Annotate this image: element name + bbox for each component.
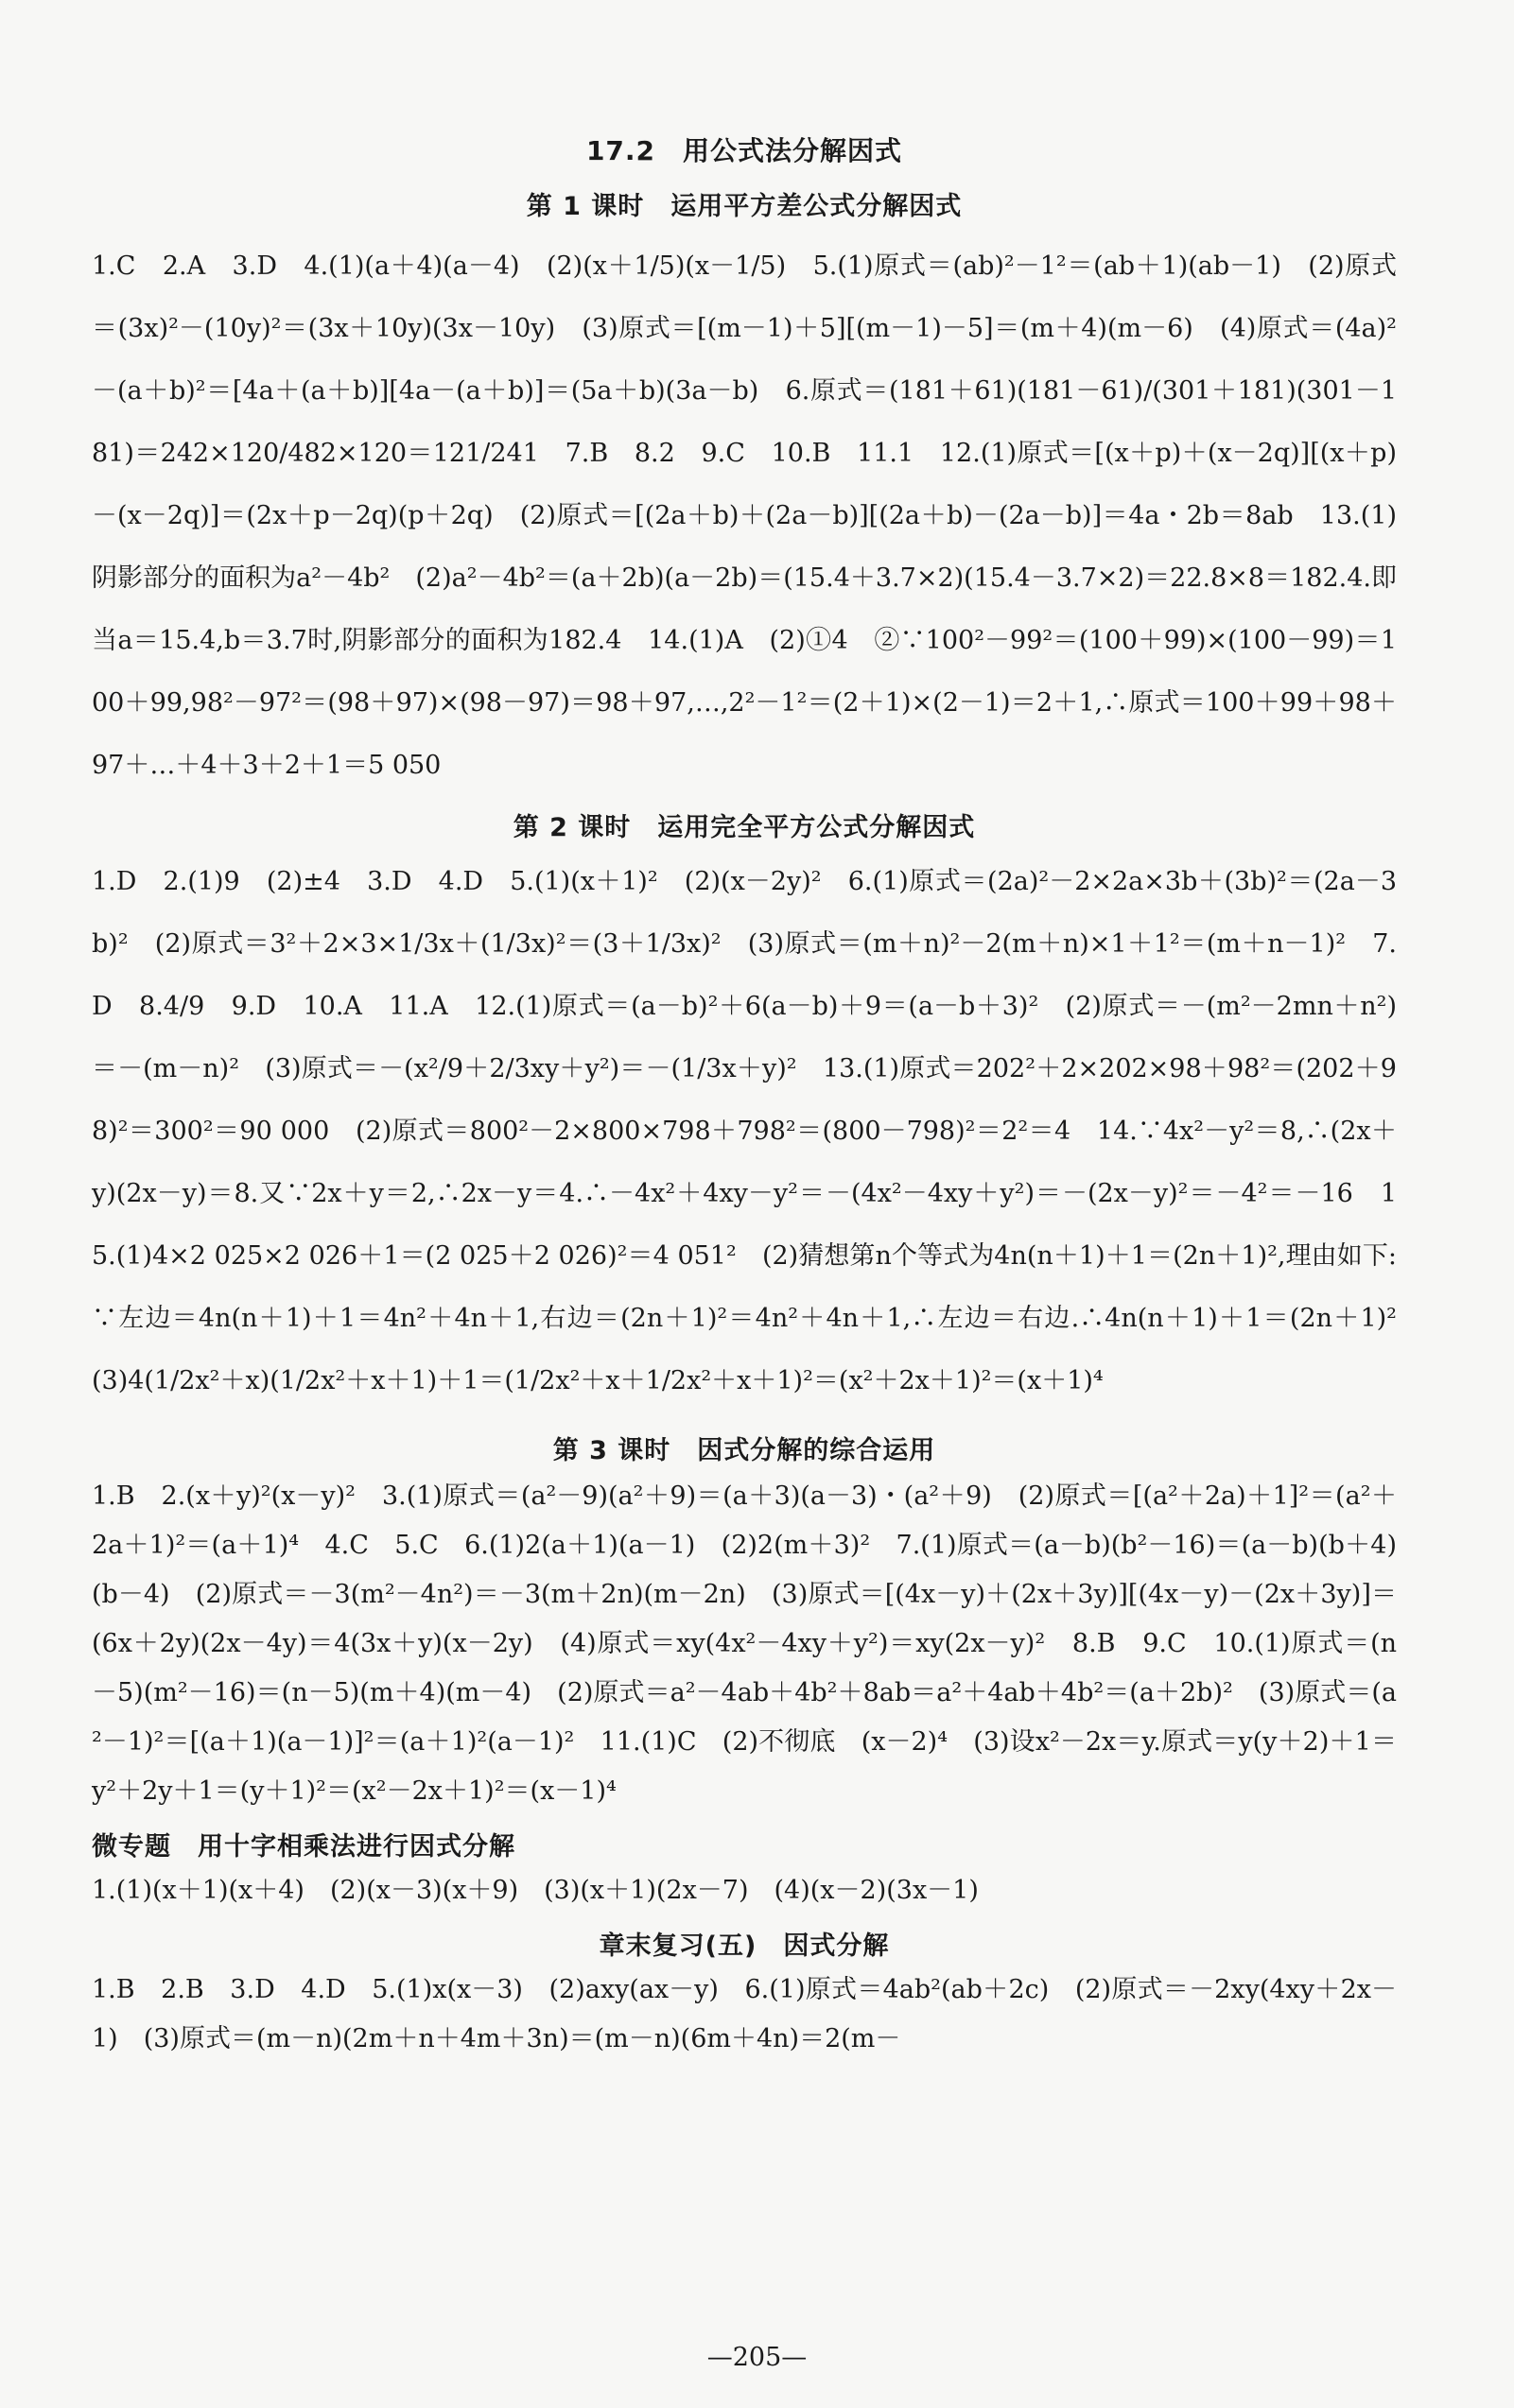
lesson-3-answers: 1.B 2.(x＋y)²(x－y)² 3.(1)原式＝(a²－9)(a²＋9)＝(a＋3)(a－3)・(a²＋9) (2)原式＝[(a²＋2a)＋1]²＝(a²＋2a＋1)²＝(a＋1)⁴ 4.C 5.C 6.(1)2(a＋1)(a－1) (2)2(m＋3)² 7.(1)原式＝(a－b)(b²－16)＝(a－b)(b＋4)(b－4) (2)原式＝－3(m²－4n²)＝－3(m＋2n)(m－2n) (3)原式＝[(4x－y)＋(2x＋3y)][(4x－y)－(2x＋3y)]＝(6x＋2y)(2x－4y)＝4(3x＋y)(x－2y) (4)原式＝xy(4x²－4xy＋y²)＝xy(2x－y)² 8.B 9.C 10.(1)原式＝(n－5)(m²－16)＝(n－5)(m＋4)(m－4) (2)原式＝a²－4ab＋4b²＋8ab＝a²＋4ab＋4b²＝(a＋2b)² (3)原式＝(a²－1)²＝[(a＋1)(a－1)]²＝(a＋1)²(a－1)² 11.(1)C (2)不彻底 (x－2)⁴ (3)设x²－2x＝y.原式＝y(y＋2)＋1＝y²＋2y＋1＝(y＋1)²＝(x²－2x＋1)²＝(x－1)⁴ <box>92 1481 1397 1806</box>
section-title: 17.2 用公式法分解因式 <box>585 135 903 166</box>
lesson-1-title: 第 1 课时 运用平方差公式分解因式 <box>526 192 963 221</box>
chapter-review-title: 章末复习(五) 因式分解 <box>599 1932 890 1961</box>
special-topic-answers: 1.(1)(x＋1)(x＋4) (2)(x－3)(x＋9) (3)(x＋1)(2x－7) (4)(x－2)(3x－1) <box>92 1876 979 1905</box>
page-number: —205— <box>706 2343 808 2372</box>
lesson-3-title: 第 3 课时 因式分解的综合运用 <box>552 1436 936 1465</box>
special-topic-title: 微专题 用十字相乘法进行因式分解 <box>92 1832 515 1862</box>
chapter-review-answers: 1.B 2.B 3.D 4.D 5.(1)x(x－3) (2)axy(ax－y) 6.(1)原式＝4ab²(ab＋2c) (2)原式＝－2xy(4xy＋2x－1) (3)原式＝(m－n)(2m＋n＋4m＋3n)＝(m－n)(6m＋4n)＝2(m－ <box>92 1975 1397 2053</box>
page-content <box>92 130 1422 2064</box>
lesson-1-answers: 1.C 2.A 3.D 4.(1)(a＋4)(a－4) (2)(x＋1/5)(x－1/5) 5.(1)原式＝(ab)²－1²＝(ab＋1)(ab－1) (2)原式＝(3x)²－(10y)²＝(3x＋10y)(3x－10y) (3)原式＝[(m－1)＋5][(m－1)－5]＝(m＋4)(m－6) (4)原式＝(4a)²－(a＋b)²＝[4a＋(a＋b)][4a－(a＋b)]＝(5a＋b)(3a－b) 6.原式＝(181＋61)(181－61)/(301＋181)(301－181)＝242×120/482×120＝121/241 7.B 8.2 9.C 10.B 11.1 12.(1)原式＝[(x＋p)＋(x－2q)][(x＋p)－(x－2q)]＝(2x＋p－2q)(p＋2q) (2)原式＝[(2a＋b)＋(2a－b)][(2a＋b)－(2a－b)]＝4a・2b＝8ab 13.(1)阴影部分的面积为a²－4b² (2)a²－4b²＝(a＋2b)(a－2b)＝(15.4＋3.7×2)(15.4－3.7×2)＝22.8×8＝182.4.即当a＝15.4,b＝3.7时,阴影部分的面积为182.4 14.(1)A (2)①4 ②∵100²－99²＝(100＋99)×(100－99)＝100＋99,98²－97²＝(98＋97)×(98－97)＝98＋97,…,2²－1²＝(2＋1)×(2－1)＝2＋1,∴原式＝100＋99＋98＋97＋…＋4＋3＋2＋1＝5 050 <box>92 251 1397 780</box>
lesson-2-title: 第 2 课时 运用完全平方公式分解因式 <box>513 813 976 842</box>
lesson-2-answers: 1.D 2.(1)9 (2)±4 3.D 4.D 5.(1)(x＋1)² (2)(x－2y)² 6.(1)原式＝(2a)²－2×2a×3b＋(3b)²＝(2a－3b)² (2)原式＝3²＋2×3×1/3x＋(1/3x)²＝(3＋1/3x)² (3)原式＝(m＋n)²－2(m＋n)×1＋1²＝(m＋n－1)² 7.D 8.4/9 9.D 10.A 11.A 12.(1)原式＝(a－b)²＋6(a－b)＋9＝(a－b＋3)² (2)原式＝－(m²－2mn＋n²)＝－(m－n)² (3)原式＝－(x²/9＋2/3xy＋y²)＝－(1/3x＋y)² 13.(1)原式＝202²＋2×202×98＋98²＝(202＋98)²＝300²＝90 000 (2)原式＝800²－2×800×798＋798²＝(800－798)²＝2²＝4 14.∵4x²－y²＝8,∴(2x＋y)(2x－y)＝8.又∵2x＋y＝2,∴2x－y＝4.∴－4x²＋4xy－y²＝－(4x²－4xy＋y²)＝－(2x－y)²＝－4²＝－16 15.(1)4×2 025×2 026＋1＝(2 025＋2 026)²＝4 051² (2)猜想第n个等式为4n(n＋1)＋1＝(2n＋1)²,理由如下:∵左边＝4n(n＋1)＋1＝4n²＋4n＋1,右边＝(2n＋1)²＝4n²＋4n＋1,∴左边＝右边.∴4n(n＋1)＋1＝(2n＋1)² (3)4(1/2x²＋x)(1/2x²＋x＋1)＋1＝(1/2x²＋x＋1/2x²＋x＋1)²＝(x²＋2x＋1)²＝(x＋1)⁴ <box>92 867 1422 1395</box>
